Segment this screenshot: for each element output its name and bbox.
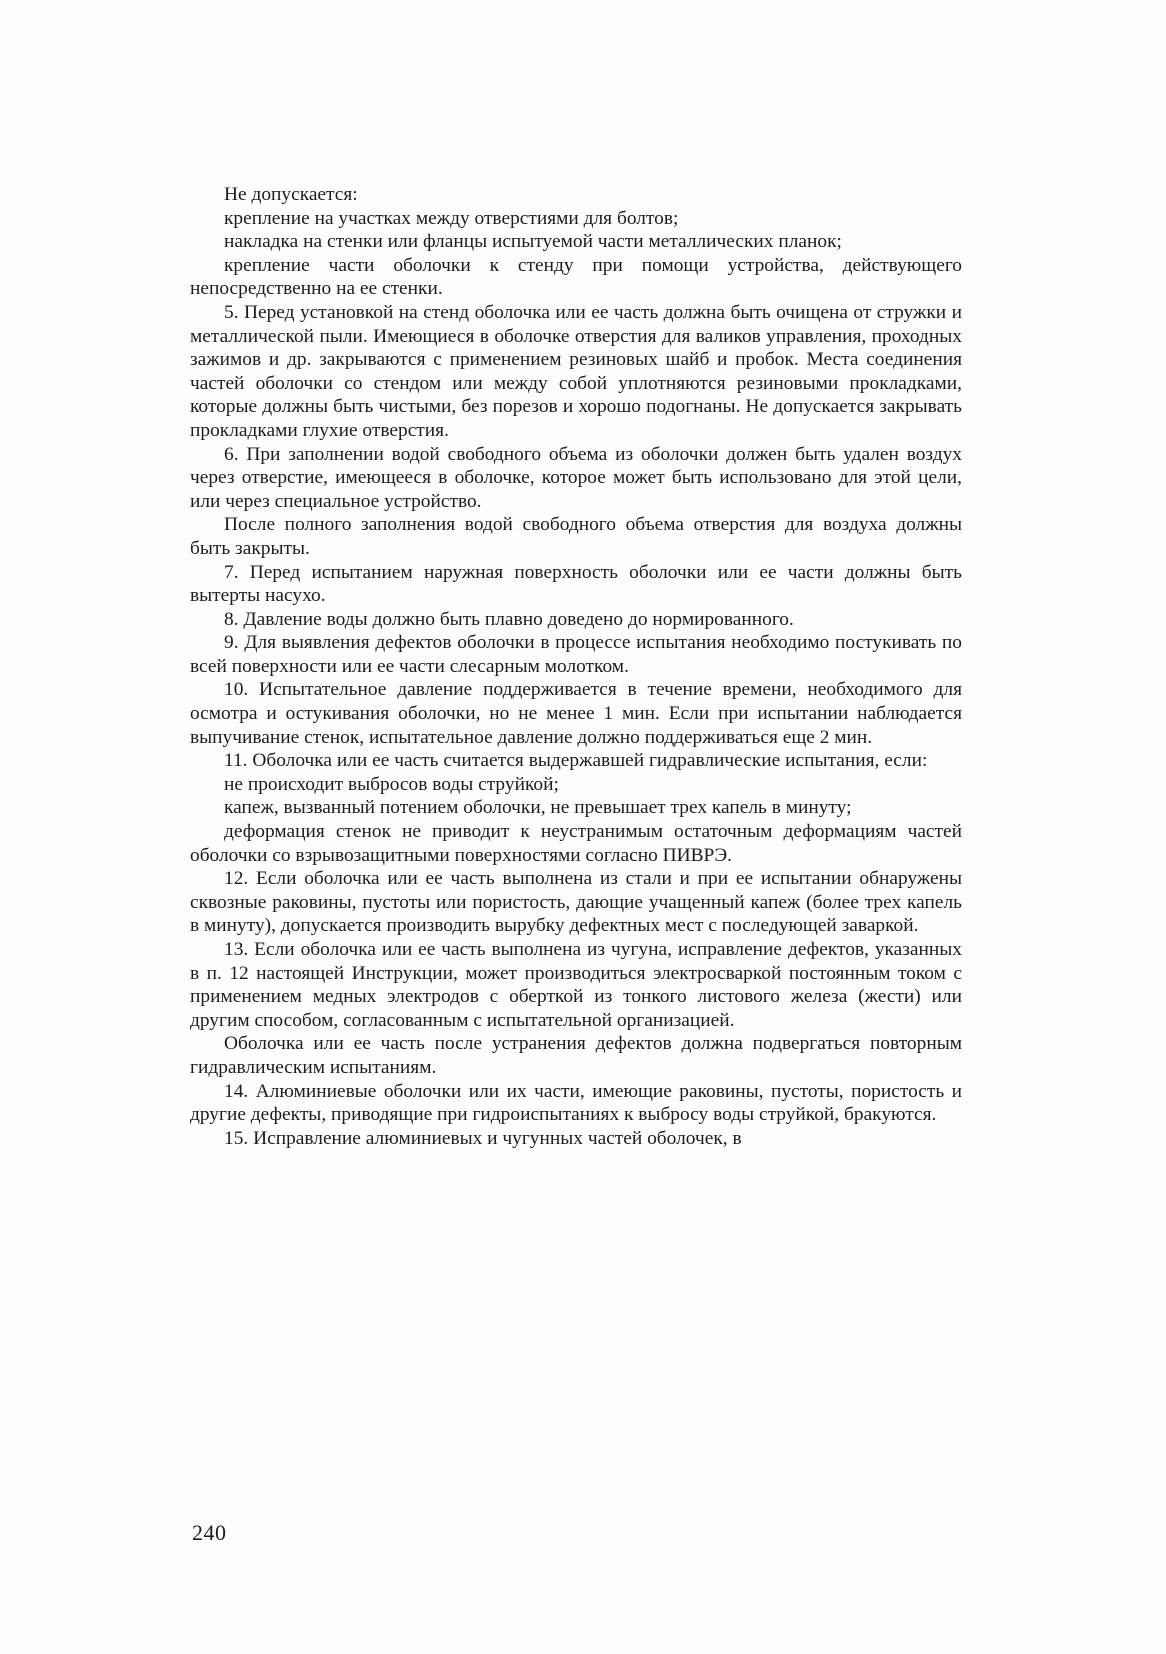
paragraph-item-14: 14. Алюминиевые оболочки или их части, имеющие раковины, пустоты, пористость и другие дефекты, приводящие при гидроиспытаниях к выбросу воды струйкой, бракуются. (190, 1080, 962, 1126)
paragraph: крепление на участках между отверстиями для болтов; (224, 207, 679, 229)
paragraph-item-7: 7. Перед испытанием наружная поверхность оболочки или ее части должны быть вытерты насухо. (190, 561, 962, 607)
paragraph: После полного заполнения водой свободного объема отверстия для воздуха должны быть закрыты. (190, 514, 962, 559)
paragraph: деформация стенок не приводит к неустранимым остаточным деформациям частей оболочки со взрывозащитными поверхностями согласно ПИВРЭ. (190, 821, 962, 866)
paragraph: капеж, вызванный потением оболочки, не превышает трех капель в минуту; (224, 797, 852, 819)
paragraph: не происходит выбросов воды струйкой; (224, 773, 559, 795)
paragraph: Не допускается: (224, 184, 358, 205)
paragraph: Оболочка или ее часть после устранения дефектов должна подвергаться повторным гидравлическим испытаниям. (190, 1033, 962, 1078)
paragraph-item-13: 13. Если оболочка или ее часть выполнена из чугуна, исправление дефектов, указанных в п. 12 настоящей Инструкции, может производиться электросваркой постоянным током с применением медных электродов с оберткой из тонкого листового железа (жести) или другим способом, согласованным с испытательной организацией. (190, 939, 962, 1031)
page-number: 240 (192, 1520, 227, 1545)
paragraph-item-10: 10. Испытательное давление поддерживается в течение времени, необходимого для осмотра и остукивания оболочки, но не менее 1 мин. Если при испытании наблюдается выпучивание стенок, испытательное давление должно поддерживаться еще 2 мин. (190, 679, 962, 748)
paragraph: накладка на стенки или фланцы испытуемой части металлических планок; (224, 231, 842, 253)
body-text (190, 183, 962, 1150)
paragraph-item-11: 11. Оболочка или ее часть считается выдержавшей гидравлические испытания, если: (224, 750, 928, 772)
paragraph: крепление части оболочки к стенду при помощи устройства, действующего непосредственно на ее стенки. (190, 254, 962, 300)
paragraph-item-12: 12. Если оболочка или ее часть выполнена из стали и при ее испытании обнаружены сквозные раковины, пустоты или пористость, дающие учащенный капеж (более трех капель в минуту), допускается производить вырубку дефектных мест с последующей заваркой. (190, 868, 962, 937)
paragraph-item-5: 5. Перед установкой на стенд оболочка или ее часть должна быть очищена от стружки и металлической пыли. Имеющиеся в оболочке отверстия для валиков управления, проходных зажимов и др. закрываются с применением резиновых шайб и пробок. Места соединения частей оболочки со стендом или между собой уплотняются резиновыми прокладками, которые должны быть чистыми, без порезов и хорошо подогнаны. Не допускается закрывать прокладками глухие отверстия. (190, 301, 962, 441)
paragraph-item-8: 8. Давление воды должно быть плавно доведено до нормированного. (224, 608, 794, 630)
paragraph-item-15: 15. Исправление алюминиевых и чугунных частей оболочек, в (224, 1127, 742, 1149)
paragraph-item-6: 6. При заполнении водой свободного объема из оболочки должен быть удален воздух через отверстие, имеющееся в оболочке, которое может быть использовано для этой цели, или через специальное устройство. (190, 443, 962, 512)
paragraph-item-9: 9. Для выявления дефектов оболочки в процессе испытания необходимо постукивать по всей поверхности или ее части слесарным молотком. (190, 632, 962, 677)
